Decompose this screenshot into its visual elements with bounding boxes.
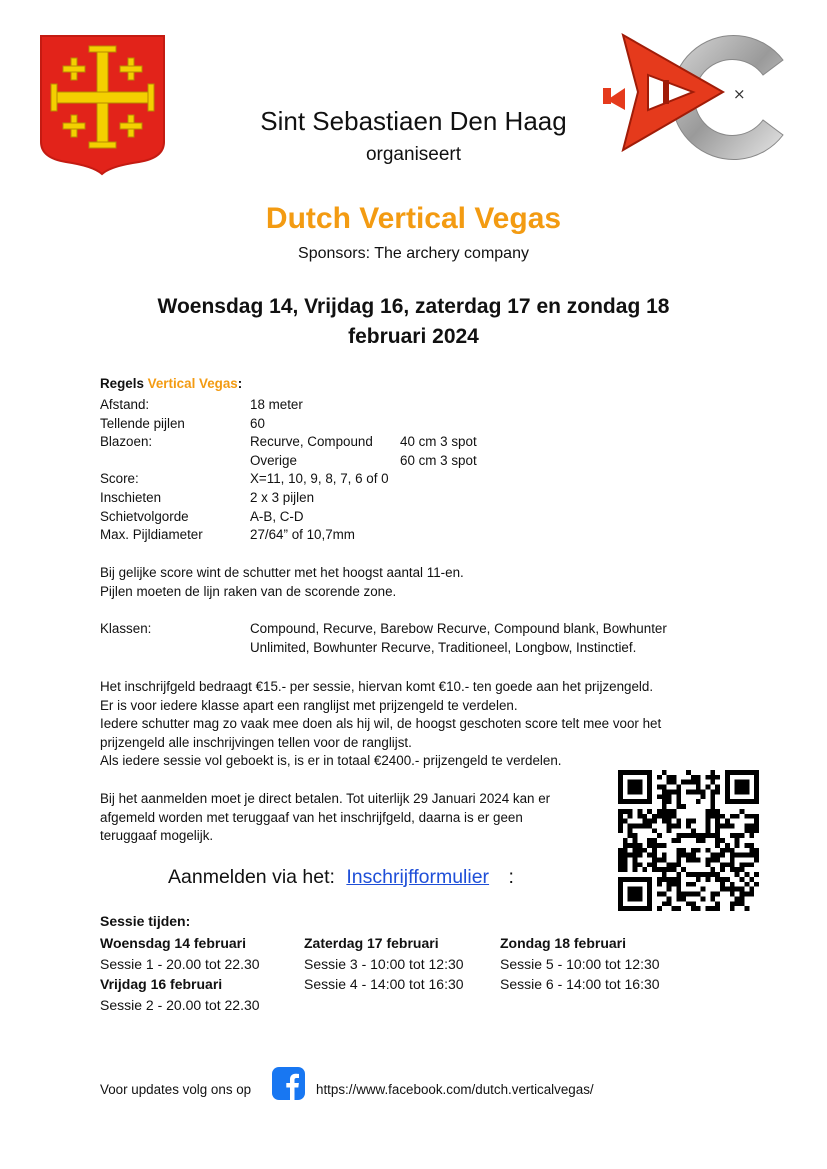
tie-rule-line: Pijlen moeten de lijn raken van de scorende zone.: [100, 583, 397, 599]
rule-key: Max. Pijldiameter: [100, 527, 203, 543]
rule-value: 60: [250, 415, 265, 431]
rule-key: Score:: [100, 471, 139, 487]
rule-value: 27/64” of 10,7mm: [250, 527, 355, 543]
session-day: Zaterdag 17 februari: [304, 935, 439, 951]
rules-heading-highlight: Vertical Vegas: [147, 376, 238, 391]
event-dates: [100, 292, 727, 352]
payment-line: afgemeld worden met teruggaaf van het inschrijfgeld, daarna is er geen: [100, 809, 523, 825]
rules-heading: [100, 375, 242, 394]
rule-extra: 60 cm 3 spot: [400, 452, 477, 468]
payment-line: Bij het aanmelden moet je direct betalen. Tot uiterlijk 29 Januari 2024 kan er: [100, 791, 551, 806]
fee-line: Iedere schutter mag zo vaak mee doen als hij wil, de hoogst geschoten score telt mee voor het: [100, 716, 662, 732]
svg-text:×: ×: [733, 85, 746, 103]
organization-name: Sint Sebastiaen Den Haag: [260, 106, 567, 136]
tie-rule-line: Bij gelijke score wint de schutter met het hoogst aantal 11-en.: [100, 565, 464, 580]
rule-value: A-B, C-D: [250, 508, 304, 524]
payment-line: teruggaaf mogelijk.: [100, 828, 214, 844]
session-time: Sessie 5 - 10:00 tot 12:30: [500, 955, 660, 972]
facebook-url-link[interactable]: https://www.facebook.com/dutch.verticalvegas/: [316, 1082, 594, 1097]
tie-rules-paragraph: [100, 564, 700, 601]
rule-value: Overige: [250, 452, 297, 468]
classes-line: Unlimited, Bowhunter Recurve, Traditioneel, Longbow, Instinctief.: [250, 639, 637, 655]
session-time: Sessie 4 - 14:00 tot 16:30: [304, 976, 464, 992]
fee-line: prijzengeld alle inschrijvingen tellen voor de ranglijst.: [100, 734, 412, 750]
session-day: Woensdag 14 februari: [100, 935, 247, 951]
rules-heading-suffix: :: [237, 376, 243, 391]
rule-key: Inschieten: [100, 490, 162, 505]
payment-paragraph: [100, 790, 600, 846]
session-day: Vrijdag 16 februari: [100, 976, 223, 992]
fee-line: Als iedere sessie vol geboekt is, is er in totaal €2400.- prijzengeld te verdelen.: [100, 753, 562, 769]
facebook-icon[interactable]: [272, 1067, 305, 1100]
session-time: Sessie 1 - 20.00 tot 22.30: [100, 955, 260, 972]
qr-code[interactable]: [618, 770, 759, 911]
session-column-sunday: [500, 933, 660, 995]
session-column-saturday: [304, 933, 464, 995]
rules-heading-prefix: Regels: [100, 376, 148, 391]
session-times-heading: Sessie tijden:: [100, 913, 191, 929]
registration-form-link[interactable]: Inschrijfformulier: [346, 866, 490, 888]
rule-key: Schietvolgorde: [100, 508, 189, 524]
session-column-wednesday-friday: [100, 933, 260, 1015]
classes-list: [250, 620, 700, 657]
session-time: Sessie 2 - 20.00 tot 22.30: [100, 996, 260, 1013]
rule-key: Afstand:: [100, 397, 150, 412]
rule-value: 2 x 3 pijlen: [250, 490, 315, 505]
event-dates-line2: februari 2024: [348, 325, 479, 348]
registration-suffix: :: [508, 866, 514, 888]
rule-key: Tellende pijlen: [100, 415, 185, 431]
rule-value: 18 meter: [250, 397, 303, 412]
fee-line: Het inschrijfgeld bedraagt €15.- per sessie, hiervan komt €10.- ten goede aan het prijzengeld.: [100, 679, 654, 694]
registration-line: [168, 866, 514, 889]
registration-prefix: Aanmelden via het:: [168, 866, 335, 888]
rule-value: X=11, 10, 9, 8, 7, 6 of 0: [250, 471, 389, 487]
session-day: Zondag 18 februari: [500, 935, 627, 951]
fee-line: Er is voor iedere klasse apart een ranglijst met prijzengeld te verdelen.: [100, 697, 518, 713]
classes-line: Compound, Recurve, Barebow Recurve, Compound blank, Bowhunter: [250, 621, 667, 636]
session-time: Sessie 3 - 10:00 tot 12:30: [304, 955, 464, 972]
sponsors-line: Sponsors: The archery company: [298, 245, 529, 262]
event-dates-line1: Woensdag 14, Vrijdag 16, zaterdag 17 en zondag 18: [157, 295, 670, 318]
rule-value: Recurve, Compound: [250, 434, 373, 450]
fee-paragraph: [100, 678, 720, 771]
organizes-subtitle: organiseert: [365, 144, 462, 165]
rule-key: Blazoen:: [100, 434, 153, 450]
classes-label: Klassen:: [100, 621, 152, 636]
rule-extra: 40 cm 3 spot: [400, 434, 477, 450]
footer-updates-text: Voor updates volg ons op: [100, 1082, 252, 1097]
event-title: Dutch Vertical Vegas: [265, 202, 562, 235]
session-time: Sessie 6 - 14:00 tot 16:30: [500, 976, 660, 992]
